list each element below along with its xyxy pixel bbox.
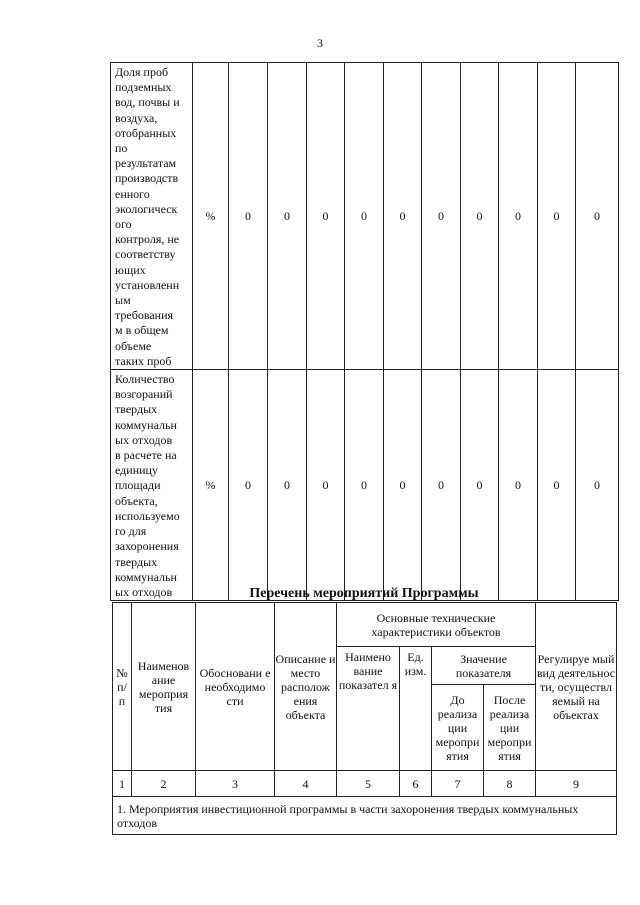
indicator-value: 0	[422, 63, 461, 370]
indicator-name-line: производств	[115, 171, 179, 186]
indicator-name-line: ющих	[115, 262, 146, 277]
indicator-name-line: ых отходов	[115, 432, 173, 447]
indicator-value: 0	[461, 370, 499, 601]
indicator-value: 0	[345, 63, 384, 370]
indicators-table	[110, 62, 619, 601]
indicator-name-line: ых отходов	[115, 584, 173, 599]
indicator-name-line: Доля проб	[115, 65, 169, 79]
indicator-value: 0	[307, 370, 345, 601]
indicator-name-line: соответству	[115, 247, 176, 262]
indicator-name-line: захоронения	[115, 539, 179, 554]
indicator-name-line: в расчете на	[115, 448, 177, 463]
indicator-name-line: ого	[115, 217, 132, 232]
page-number: 3	[317, 36, 323, 50]
section-title: Перечень мероприятий Программы	[249, 586, 479, 601]
indicator-name-line: результатам	[115, 156, 177, 171]
indicator-value: 0	[576, 370, 619, 601]
header-tech-characteristics: Основные технические характеристики объектов	[337, 603, 536, 647]
column-number: 5	[337, 771, 400, 797]
indicator-name-line: объеме	[115, 338, 152, 353]
indicator-row	[111, 63, 619, 370]
indicator-name-line: подземных	[115, 80, 172, 95]
indicator-name	[111, 63, 193, 370]
header-indicator-name: Наимено вание показател я	[337, 647, 400, 771]
indicator-name-line: енного	[115, 186, 150, 201]
indicator-name-line: таких проб	[115, 353, 172, 368]
measures-table	[112, 602, 617, 835]
indicator-name-line: коммунальн	[115, 417, 177, 432]
indicator-value: 0	[384, 370, 422, 601]
indicator-name-line: установленн	[115, 277, 180, 292]
section-row-landfill: 1. Мероприятия инвестиционной программы в части захоронения твердых коммунальных отходов	[113, 797, 617, 835]
column-number: 3	[196, 771, 275, 797]
indicator-name-line: экологическ	[115, 201, 178, 216]
indicator-value: 0	[576, 63, 619, 370]
indicator-value: 0	[422, 370, 461, 601]
header-unit: Ед. изм.	[400, 647, 432, 771]
column-numbers-row	[113, 771, 617, 797]
header-before: До реализа ции меропри ятия	[432, 685, 484, 771]
column-number: 1	[113, 771, 132, 797]
indicator-name-line: Количество	[115, 372, 175, 387]
indicator-name-line: отобранных	[115, 125, 177, 140]
indicator-name-line: твердых	[115, 554, 158, 569]
indicator-name	[111, 370, 193, 601]
indicator-value: 0	[268, 370, 307, 601]
indicator-name-line: вод, почвы и	[115, 95, 180, 110]
indicator-name-line: используемо	[115, 508, 180, 523]
header-after: После реализа ции меропри ятия	[484, 685, 536, 771]
header-justification: Обосновани е необходимо сти	[196, 603, 275, 771]
indicator-name-line: воздуха,	[115, 110, 158, 125]
indicator-name-line: площади	[115, 478, 161, 493]
indicator-value: 0	[229, 63, 268, 370]
indicator-name-line: м в общем	[115, 323, 169, 338]
indicator-name-line: объекта,	[115, 493, 158, 508]
indicator-name-line: твердых	[115, 402, 158, 417]
header-description: Описание и место располож ения объекта	[275, 603, 337, 771]
header-measure-name: Наименов ание мероприя тия	[132, 603, 196, 771]
indicator-value: 0	[345, 370, 384, 601]
indicator-value: 0	[307, 63, 345, 370]
indicator-value: 0	[499, 370, 538, 601]
header-activity: Регулируе мый вид деятельнос ти, осуществл яемый на объектах	[536, 603, 617, 771]
column-number: 9	[536, 771, 617, 797]
column-number: 2	[132, 771, 196, 797]
indicator-value: 0	[538, 63, 576, 370]
indicator-unit: %	[193, 63, 229, 370]
indicator-value: 0	[268, 63, 307, 370]
indicator-value: 0	[461, 63, 499, 370]
indicator-value: 0	[229, 370, 268, 601]
indicator-name-line: го для	[115, 524, 147, 539]
indicator-name-line: ым	[115, 293, 131, 308]
column-number: 4	[275, 771, 337, 797]
column-number: 6	[400, 771, 432, 797]
indicator-name-line: единицу	[115, 463, 158, 478]
indicator-value: 0	[499, 63, 538, 370]
indicator-name-line: по	[115, 141, 128, 156]
header-indicator-value: Значение показателя	[432, 647, 536, 685]
indicator-value: 0	[384, 63, 422, 370]
column-number: 8	[484, 771, 536, 797]
indicator-name-line: требования	[115, 308, 174, 323]
column-number: 7	[432, 771, 484, 797]
indicator-name-line: контроля, не	[115, 232, 180, 247]
indicator-row	[111, 370, 619, 601]
indicator-unit: %	[193, 370, 229, 601]
indicator-value: 0	[538, 370, 576, 601]
indicator-name-line: коммунальн	[115, 569, 177, 584]
header-num: № п/ п	[113, 603, 132, 771]
indicator-name-line: возгораний	[115, 387, 173, 402]
